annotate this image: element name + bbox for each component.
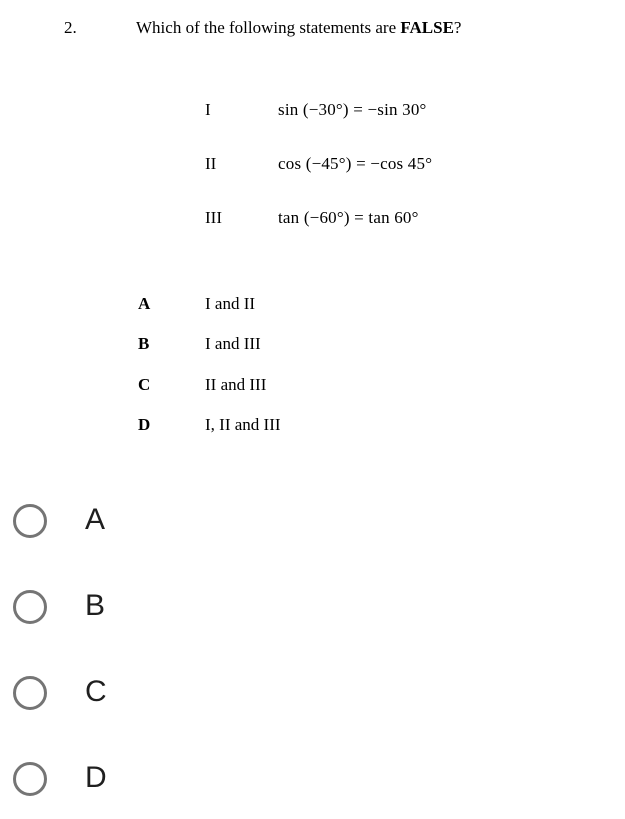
question-stem: [0, 0, 625, 39]
statement-row: [205, 99, 625, 121]
statement-label: III: [205, 208, 222, 228]
statement-expression: cos (−45°) = −cos 45°: [278, 154, 433, 174]
statement-expression: tan (−60°) = tan 60°: [278, 208, 419, 228]
choice-letter: C: [138, 374, 151, 394]
question-text-bold: FALSE: [400, 18, 454, 37]
radio-button-icon[interactable]: [13, 676, 47, 710]
radio-button-icon[interactable]: [13, 762, 47, 796]
radio-option-label[interactable]: C: [85, 674, 107, 708]
choice-letter: B: [138, 334, 150, 354]
radio-option-label[interactable]: D: [85, 760, 107, 794]
choice-text: II and III: [205, 374, 267, 394]
choices-list: [138, 293, 625, 435]
choice-text: I, II and III: [205, 414, 281, 434]
radio-option-d[interactable]: [13, 762, 625, 796]
statement-expression: sin (−30°) = −sin 30°: [278, 100, 427, 120]
question-text-suffix: ?: [453, 18, 462, 37]
choice-row: [138, 374, 625, 396]
radio-option-a[interactable]: [13, 504, 625, 538]
choice-letter: D: [138, 414, 151, 434]
radio-option-label[interactable]: A: [85, 502, 106, 536]
statement-label: II: [205, 154, 217, 174]
radio-option-b[interactable]: [13, 590, 625, 624]
choice-row: [138, 293, 625, 315]
statement-label: I: [205, 100, 211, 120]
question-number: 2.: [64, 18, 77, 37]
choice-letter: A: [138, 294, 151, 314]
radio-button-icon[interactable]: [13, 504, 47, 538]
radio-button-icon[interactable]: [13, 590, 47, 624]
choice-text: I and III: [205, 334, 261, 354]
choice-row: [138, 414, 625, 436]
question-text: [136, 17, 461, 39]
question-text-prefix: Which of the following statements are: [136, 18, 401, 37]
answer-radio-group: [13, 504, 625, 796]
radio-option-label[interactable]: B: [85, 588, 106, 622]
choice-text: I and II: [205, 294, 256, 314]
radio-option-c[interactable]: [13, 676, 625, 710]
statement-row: [205, 207, 625, 229]
statement-row: [205, 153, 625, 175]
choice-row: [138, 333, 625, 355]
statements-list: [205, 99, 625, 229]
